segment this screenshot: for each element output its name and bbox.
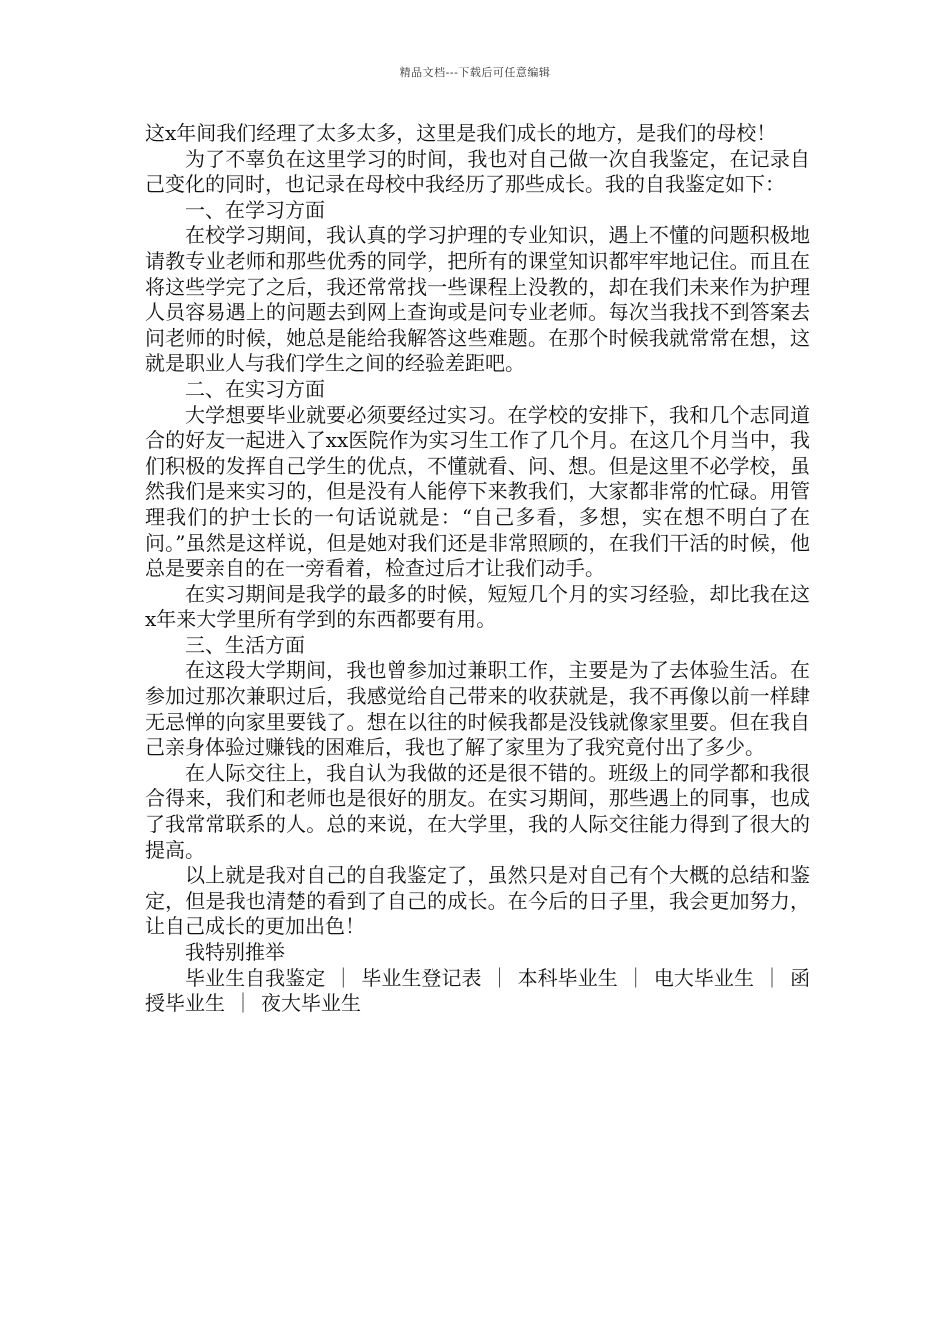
section-heading: 一、在学习方面 bbox=[185, 197, 325, 222]
document-body bbox=[145, 121, 810, 1017]
link-separator: ｜ bbox=[625, 965, 646, 990]
paragraph: 在校学习期间，我认真的学习护理的专业知识，遇上不懂的问题积极地请教专业老师和那些优秀的同学，把所有的课堂知识都牢牢地记住。而且在将这些学完了之后，我还常常找一些课程上没教的，却在我们未来作为护理人员容易遇上的问题去到网上查询或是问专业老师。每次当我找不到答案去问老师的时候，她总是能给我解答这些难题。在那个时候我就常常在想，这就是职业人与我们学生之间的经验差距吧。 bbox=[145, 223, 810, 376]
related-links bbox=[145, 966, 810, 1017]
paragraph: 在人际交往上，我自认为我做的还是很不错的。班级上的同学都和我很合得来，我们和老师也是很好的朋友。在实习期间，那些遇上的同事，也成了我常常联系的人。总的来说，在大学里，我的人际交往能力得到了很大的提高。 bbox=[145, 760, 810, 862]
paragraph: 为了不辜负在这里学习的时间，我也对自己做一次自我鉴定，在记录自己变化的同时，也记录在母校中我经历了那些成长。我的自我鉴定如下： bbox=[145, 146, 810, 197]
related-link-tv-university[interactable]: 电大毕业生 bbox=[653, 965, 755, 990]
related-link-self-assessment[interactable]: 毕业生自我鉴定 bbox=[185, 965, 326, 990]
paragraph: 大学想要毕业就要必须要经过实习。在学校的安排下，我和几个志同道合的好友一起进入了xx医院作为实习生工作了几个月。在这几个月当中，我们积极的发挥自己学生的优点，不懂就看、问、想。但是这里不必学校，虽然我们是来实习的，但是没有人能停下来教我们，大家都非常的忙碌。用管理我们的护士长的一句话说就是：“自己多看，多想，实在想不明白了在问。”虽然是这样说，但是她对我们还是非常照顾的，在我们干活的时候，他总是要亲自的在一旁看着，检查过后才让我们动手。 bbox=[145, 402, 810, 581]
related-link-night-university[interactable]: 夜大毕业生 bbox=[261, 991, 361, 1016]
related-link-undergraduate[interactable]: 本科毕业生 bbox=[517, 965, 618, 990]
section-heading: 三、生活方面 bbox=[185, 632, 305, 657]
link-separator: ｜ bbox=[233, 991, 253, 1016]
related-link-correspondence[interactable]: 函授毕业生 bbox=[145, 965, 811, 1016]
paragraph: 这x年间我们经理了太多太多，这里是我们成长的地方，是我们的母校！ bbox=[145, 121, 777, 145]
link-separator: ｜ bbox=[333, 965, 354, 990]
paragraph: 在实习期间是我学的最多的时候，短短几个月的实习经验，却比我在这x年来大学里所有学到的东西都要有用。 bbox=[145, 581, 810, 632]
recommend-heading: 我特别推举 bbox=[185, 940, 285, 964]
paragraph: 以上就是我对自己的自我鉴定了，虽然只是对自己有个大概的总结和鉴定，但是我也清楚的看到了自己的成长。在今后的日子里，我会更加努力，让自己成长的更加出色！ bbox=[145, 863, 810, 939]
link-separator: ｜ bbox=[762, 965, 783, 990]
related-link-registration-form[interactable]: 毕业生登记表 bbox=[361, 965, 482, 990]
paragraph: 在这段大学期间，我也曾参加过兼职工作，主要是为了去体验生活。在参加过那次兼职过后，我感觉给自己带来的收获就是，我不再像以前一样肆无忌惮的向家里要钱了。想在以往的时候我都是没钱就像家里要。但在我自己亲身体验过赚钱的困难后，我也了解了家里为了我究竟付出了多少。 bbox=[145, 658, 810, 760]
link-separator: ｜ bbox=[489, 965, 510, 990]
section-heading: 二、在实习方面 bbox=[185, 376, 325, 401]
page-header: 精品文档---下载后可任意编辑 bbox=[399, 66, 551, 79]
